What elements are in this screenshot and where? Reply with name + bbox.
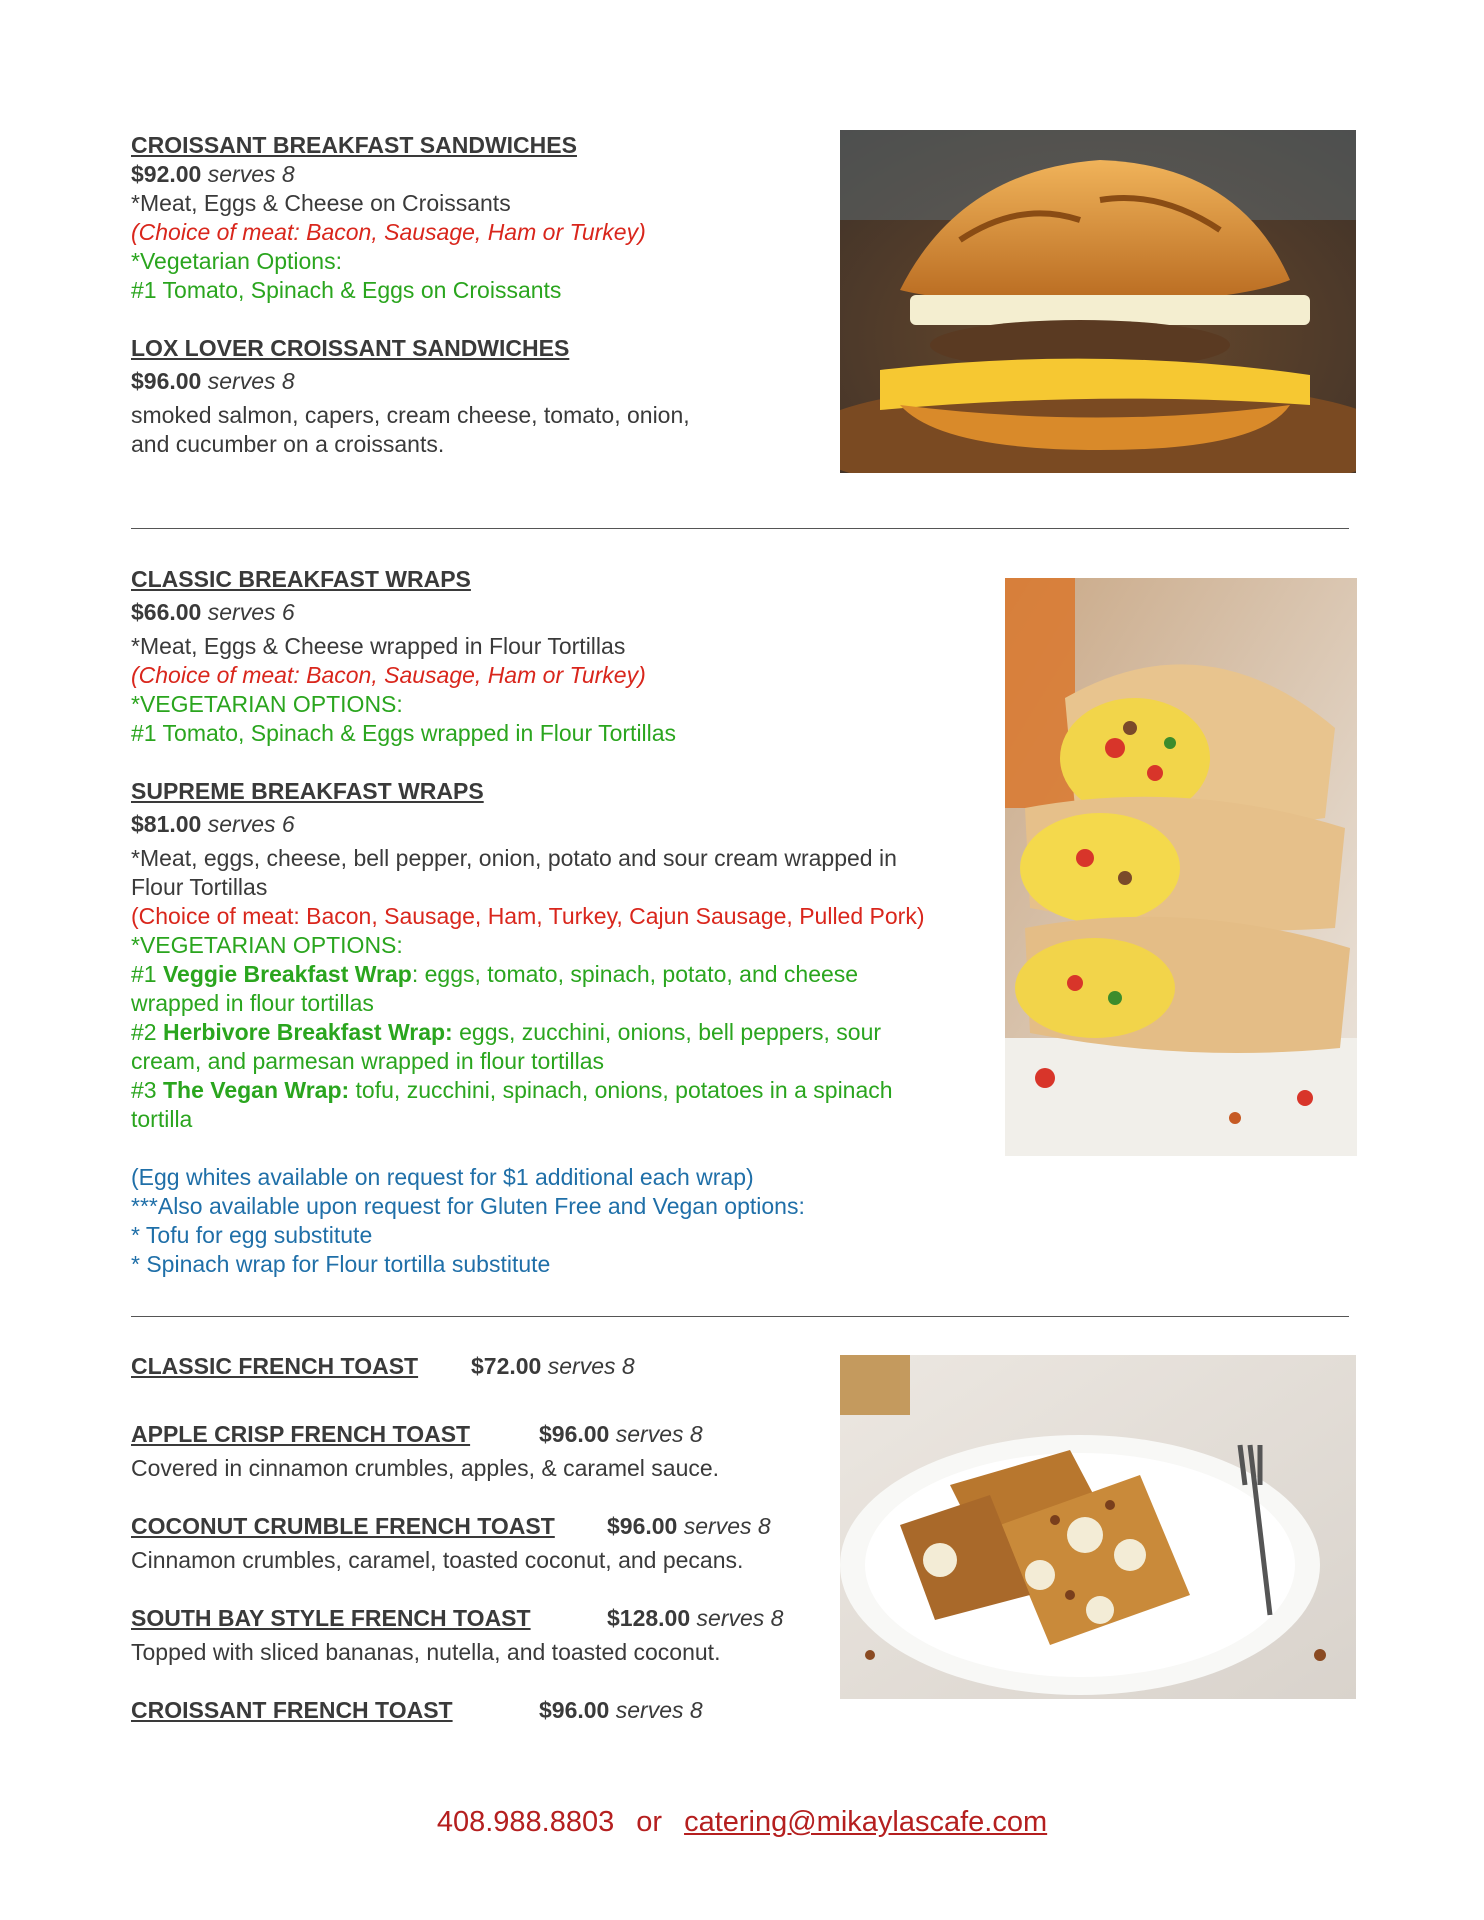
email-link[interactable]: catering@mikaylascafe.com bbox=[684, 1806, 1048, 1838]
classic-wraps-serves: serves 6 bbox=[207, 599, 295, 625]
french-toast-item bbox=[131, 1512, 811, 1541]
classic-wraps-price: $66.00 bbox=[131, 599, 202, 625]
french-toast-desc: Covered in cinnamon crumbles, apples, & caramel sauce. bbox=[131, 1455, 720, 1481]
french-toast-price-line bbox=[539, 1696, 703, 1725]
classic-wraps-meat-choice: (Choice of meat: Bacon, Sausage, Ham or Turkey) bbox=[131, 662, 646, 688]
french-toast-serves: serves 8 bbox=[615, 1421, 703, 1447]
croissant-serves: serves 8 bbox=[207, 161, 295, 187]
croissant-price-line bbox=[131, 160, 690, 189]
option-2-number: #2 bbox=[131, 1019, 163, 1045]
classic-wraps-veg-label: *VEGETARIAN OPTIONS: bbox=[131, 691, 403, 717]
croissant-sandwich-photo bbox=[840, 130, 1356, 473]
wrap-note-4: * Spinach wrap for Flour tortilla substitute bbox=[131, 1251, 551, 1277]
french-toast-title: COCONUT CRUMBLE FRENCH TOAST bbox=[131, 1513, 555, 1539]
croissant-veg-label: *Vegetarian Options: bbox=[131, 248, 342, 274]
supreme-wraps-title: SUPREME BREAKFAST WRAPS bbox=[131, 778, 484, 804]
french-toast-photo bbox=[840, 1355, 1356, 1699]
supreme-wraps-price-line bbox=[131, 810, 924, 839]
supreme-wraps-option-2-cont: cream, and parmesan wrapped in flour tortillas bbox=[131, 1048, 605, 1074]
classic-wraps-title: CLASSIC BREAKFAST WRAPS bbox=[131, 566, 471, 592]
lox-price: $96.00 bbox=[131, 368, 202, 394]
lox-desc-2: and cucumber on a croissants. bbox=[131, 431, 445, 457]
supreme-wraps-meat-choice: (Choice of meat: Bacon, Sausage, Ham, Turkey, Cajun Sausage, Pulled Pork) bbox=[131, 903, 925, 929]
supreme-wraps-option-1 bbox=[131, 960, 924, 989]
supreme-wraps-option-3-cont: tortilla bbox=[131, 1106, 193, 1132]
option-1-name: Veggie Breakfast Wrap bbox=[162, 961, 412, 987]
french-toast-serves: serves 8 bbox=[615, 1697, 703, 1723]
croissant-meat-choice: (Choice of meat: Bacon, Sausage, Ham or Turkey) bbox=[131, 219, 646, 245]
lox-desc-1: smoked salmon, capers, cream cheese, tomato, onion, bbox=[131, 402, 690, 428]
croissant-section bbox=[131, 131, 690, 459]
french-toast-desc: Topped with sliced bananas, nutella, and toasted coconut. bbox=[131, 1639, 721, 1665]
supreme-wraps-serves: serves 6 bbox=[207, 811, 295, 837]
option-2-name: Herbivore Breakfast Wrap: bbox=[162, 1019, 453, 1045]
supreme-wraps-option-2 bbox=[131, 1018, 924, 1047]
footer-or: or bbox=[636, 1806, 663, 1838]
breakfast-wrap-photo bbox=[1005, 578, 1357, 1156]
french-toast-item bbox=[131, 1420, 811, 1449]
classic-wraps-price-line bbox=[131, 598, 924, 627]
option-2-text: eggs, zucchini, onions, bell peppers, sour bbox=[452, 1019, 882, 1045]
french-toast-desc: Cinnamon crumbles, caramel, toasted coconut, and pecans. bbox=[131, 1547, 744, 1573]
supreme-wraps-desc-2: Flour Tortillas bbox=[131, 874, 268, 900]
french-toast-price: $128.00 bbox=[607, 1605, 691, 1631]
french-toast-price: $96.00 bbox=[539, 1421, 610, 1447]
french-toast-section bbox=[131, 1352, 811, 1725]
option-1-number: #1 bbox=[131, 961, 163, 987]
classic-wraps-veg-1: #1 Tomato, Spinach & Eggs wrapped in Flour Tortillas bbox=[131, 720, 677, 746]
french-toast-serves: serves 8 bbox=[696, 1605, 784, 1631]
croissant-price: $92.00 bbox=[131, 161, 202, 187]
section-divider-2 bbox=[131, 1316, 1349, 1317]
french-toast-price: $96.00 bbox=[607, 1513, 678, 1539]
option-3-number: #3 bbox=[131, 1077, 163, 1103]
option-3-text: tofu, zucchini, spinach, onions, potatoes in a spinach bbox=[349, 1077, 893, 1103]
supreme-wraps-desc-1: *Meat, eggs, cheese, bell pepper, onion, potato and sour cream wrapped in bbox=[131, 845, 897, 871]
section-divider-1 bbox=[131, 528, 1349, 529]
contact-footer bbox=[0, 1806, 1484, 1839]
croissant-veg-1: #1 Tomato, Spinach & Eggs on Croissants bbox=[131, 277, 562, 303]
french-toast-item bbox=[131, 1696, 811, 1725]
wrap-note-2: ***Also available upon request for Gluten Free and Vegan options: bbox=[131, 1193, 805, 1219]
supreme-wraps-option-1-cont: wrapped in flour tortillas bbox=[131, 990, 374, 1016]
french-toast-title: APPLE CRISP FRENCH TOAST bbox=[131, 1421, 471, 1447]
french-toast-price-line bbox=[607, 1512, 771, 1541]
supreme-wraps-price: $81.00 bbox=[131, 811, 202, 837]
supreme-wraps-option-3 bbox=[131, 1076, 924, 1105]
french-toast-price: $72.00 bbox=[471, 1353, 542, 1379]
wrap-note-1: (Egg whites available on request for $1 additional each wrap) bbox=[131, 1164, 754, 1190]
wrap-note-3: * Tofu for egg substitute bbox=[131, 1222, 373, 1248]
option-3-name: The Vegan Wrap: bbox=[162, 1077, 350, 1103]
french-toast-price-line bbox=[539, 1420, 703, 1449]
lox-serves: serves 8 bbox=[207, 368, 295, 394]
classic-wraps-desc: *Meat, Eggs & Cheese wrapped in Flour Tortillas bbox=[131, 633, 626, 659]
lox-price-line bbox=[131, 367, 690, 396]
french-toast-price: $96.00 bbox=[539, 1697, 610, 1723]
french-toast-price-line bbox=[607, 1604, 783, 1633]
croissant-desc: *Meat, Eggs & Cheese on Croissants bbox=[131, 190, 511, 216]
croissant-title: CROISSANT BREAKFAST SANDWICHES bbox=[131, 132, 577, 158]
french-toast-serves: serves 8 bbox=[547, 1353, 635, 1379]
option-1-text: : eggs, tomato, spinach, potato, and cheese bbox=[411, 961, 859, 987]
french-toast-item bbox=[131, 1604, 811, 1633]
french-toast-title: CLASSIC FRENCH TOAST bbox=[131, 1353, 419, 1379]
lox-title: LOX LOVER CROISSANT SANDWICHES bbox=[131, 335, 570, 361]
phone-number[interactable]: 408.988.8803 bbox=[436, 1806, 615, 1838]
wraps-section bbox=[131, 565, 924, 1279]
french-toast-serves: serves 8 bbox=[683, 1513, 771, 1539]
french-toast-title: SOUTH BAY STYLE FRENCH TOAST bbox=[131, 1605, 531, 1631]
french-toast-item bbox=[131, 1352, 811, 1381]
supreme-wraps-veg-label: *VEGETARIAN OPTIONS: bbox=[131, 932, 403, 958]
french-toast-price-line bbox=[471, 1352, 635, 1381]
french-toast-title: CROISSANT FRENCH TOAST bbox=[131, 1697, 453, 1723]
